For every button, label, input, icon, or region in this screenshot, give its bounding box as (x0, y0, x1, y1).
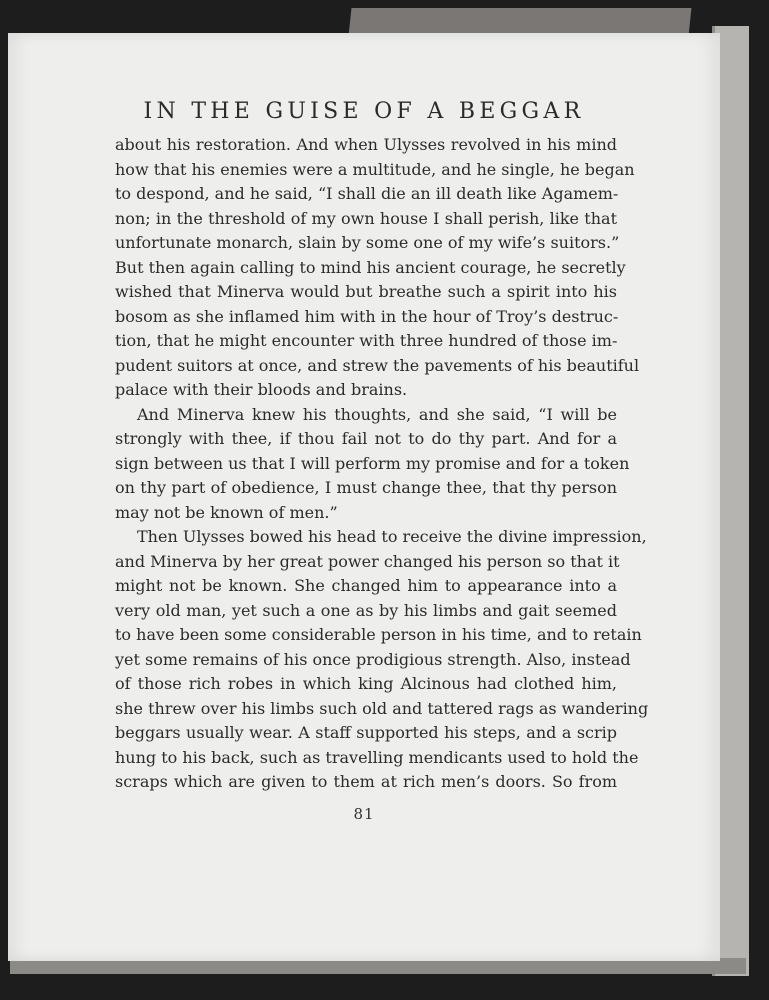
book-page (8, 33, 720, 961)
book-cover-top-edge (349, 8, 692, 36)
text-line: scraps which are given to them at rich men’s doors. So from (115, 772, 617, 791)
text-line: non; in the threshold of my own house I shall perish, like that (115, 208, 617, 228)
text-line: bosom as she inflamed him with in the hour of Troy’s destruc- (115, 306, 619, 326)
text-line: wished that Minerva would but breathe such a spirit into his (115, 282, 617, 301)
text-line: sign between us that I will perform my promise and for a token (115, 453, 630, 473)
text-line: and Minerva by her great power changed his person so that it (115, 551, 620, 571)
text-line: beggars usually wear. A staff supported his steps, and a scrip (115, 723, 617, 742)
text-line: hung to his back, such as travelling mendicants used to hold the (115, 747, 639, 767)
text-line: unfortunate monarch, slain by some one of my wife’s suitors.” (115, 233, 620, 252)
text-line: yet some remains of his once prodigious strength. Also, instead (115, 649, 631, 669)
text-line: pudent suitors at once, and strew the pavements of his beautiful (115, 355, 640, 375)
text-line: she threw over his limbs such old and tattered rags as wandering (115, 698, 649, 718)
text-line: And Minerva knew his thoughts, and she said, “I will be (137, 404, 617, 424)
text-line: to despond, and he said, “I shall die an ill death like Agamem- (115, 184, 619, 203)
page-number: 81 (353, 805, 375, 823)
text-line: strongly with thee, if thou fail not to do thy part. And for a (115, 429, 617, 448)
text-line: on thy part of obedience, I must change thee, that thy person (115, 478, 617, 497)
text-line: about his restoration. And when Ulysses revolved in his mind (115, 135, 617, 154)
running-head: IN THE GUISE OF A BEGGAR (143, 99, 585, 124)
text-line: palace with their bloods and brains. (115, 380, 408, 399)
text-line: very old man, yet such a one as by his limbs and gait seemed (115, 600, 617, 620)
text-line: may not be known of men.” (115, 502, 338, 522)
body-text (115, 133, 649, 795)
text-line: to have been some considerable person in his time, and to retain (115, 625, 642, 644)
text-line: of those rich robes in which king Alcinous had clothed him, (115, 674, 617, 693)
text-line: might not be known. She changed him to appearance into a (115, 576, 617, 595)
text-line: Then Ulysses bowed his head to receive the divine impression, (137, 527, 647, 546)
text-line: how that his enemies were a multitude, and he single, he began (115, 159, 635, 179)
text-line: tion, that he might encounter with three hundred of those im- (115, 331, 618, 350)
text-line: But then again calling to mind his ancient courage, he secretly (115, 257, 626, 277)
